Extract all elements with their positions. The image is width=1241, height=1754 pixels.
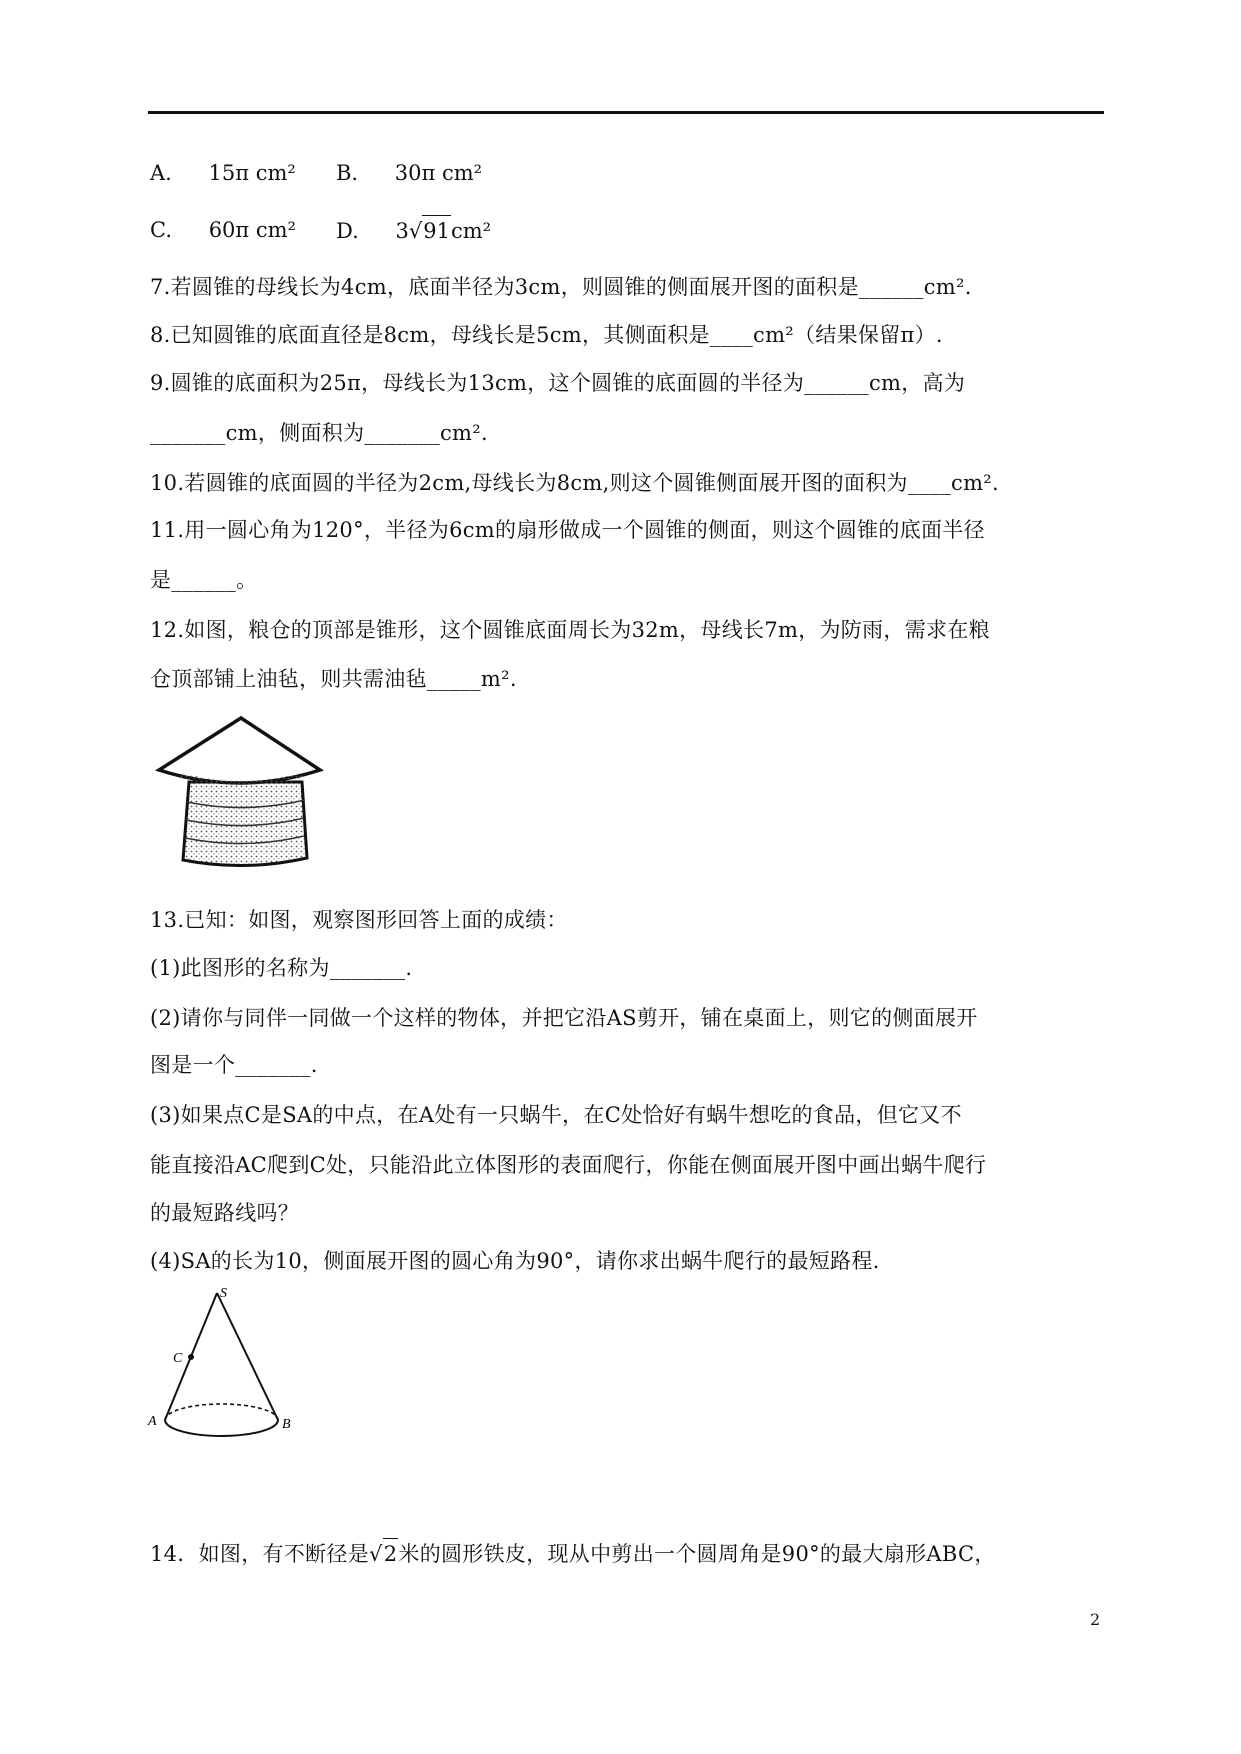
cone-figure — [145, 1285, 305, 1460]
option-a — [150, 158, 296, 188]
q13-line-2: (1)此图形的名称为_______. — [150, 956, 413, 980]
q13-line-6: 能直接沿AC爬到C处，只能沿此立体图形的表面爬行，你能在侧面展开图中画出蜗牛爬行 — [150, 1153, 987, 1177]
option-a-label: A. — [150, 161, 172, 185]
q12-line-1: 12.如图，粮仓的顶部是锥形，这个圆锥底面周长为32m，母线长7m，为防雨，需求在粮 — [150, 618, 990, 642]
q13-line-7: 的最短路线吗？ — [150, 1201, 300, 1225]
option-a-value: 15π cm² — [208, 161, 296, 185]
option-d-prefix: 3 — [395, 219, 409, 243]
label-b: B — [282, 1417, 291, 1432]
q10-line: 10.若圆锥的底面圆的半径为2cm,母线长为8cm,则这个圆锥侧面展开图的面积为____cm². — [150, 471, 999, 495]
label-c: C — [173, 1351, 183, 1366]
q8-line: 8.已知圆锥的底面直径是8cm，母线长是5cm，其侧面积是____cm²（结果保留π）. — [150, 323, 943, 347]
label-s: S — [220, 1286, 227, 1301]
q12-line-2: 仓顶部铺上油毡，则共需油毡_____m². — [150, 667, 517, 691]
q13-line-5: (3)如果点C是SA的中点，在A处有一只蜗牛，在C处恰好有蜗牛想吃的食品，但它又不 — [150, 1103, 962, 1127]
option-c-label: C. — [150, 218, 172, 242]
option-d — [336, 215, 491, 246]
q14-radicand: 2 — [383, 1538, 399, 1569]
label-a: A — [148, 1414, 157, 1429]
q13-line-8: (4)SA的长为10，侧面展开图的圆心角为90°，请你求出蜗牛爬行的最短路程. — [150, 1249, 880, 1273]
q14-line — [150, 1538, 996, 1569]
q13-line-4: 图是一个_______. — [150, 1053, 318, 1077]
q14-sqrt: √2 — [369, 1538, 398, 1569]
sqrt-symbol: √91 — [409, 215, 451, 246]
option-c — [150, 215, 296, 245]
q14-before: 14．如图，有不断径是 — [150, 1542, 370, 1566]
q14-after: 米的圆形铁皮，现从中剪出一个圆周角是90°的最大扇形ABC， — [398, 1542, 996, 1566]
header-rule — [148, 111, 1104, 114]
option-d-unit: cm² — [450, 219, 492, 243]
option-b-value: 30π cm² — [394, 161, 483, 185]
granary-figure — [155, 710, 330, 880]
option-b — [336, 158, 482, 188]
option-d-label: D. — [336, 219, 359, 243]
q9-line-1: 9.圆锥的底面积为25π，母线长为13cm，这个圆锥的底面圆的半径为______cm，高为 — [150, 371, 966, 395]
option-b-label: B. — [336, 161, 359, 185]
page-number: 2 — [1090, 1610, 1101, 1629]
q11-line-1: 11.用一圆心角为120°，半径为6cm的扇形做成一个圆锥的侧面，则这个圆锥的底面半径 — [150, 518, 985, 542]
option-d-radicand: 91 — [422, 215, 451, 246]
q13-line-1: 13.已知：如图，观察图形回答上面的成绩： — [150, 908, 568, 932]
option-c-value: 60π cm² — [208, 218, 296, 242]
q7-line: 7.若圆锥的母线长为4cm，底面半径为3cm，则圆锥的侧面展开图的面积是______cm². — [150, 275, 972, 299]
q11-line-2: 是______。 — [150, 568, 258, 592]
q9-line-2: _______cm，侧面积为_______cm². — [150, 421, 488, 445]
q13-line-3: (2)请你与同伴一同做一个这样的物体，并把它沿AS剪开，铺在桌面上，则它的侧面展开 — [150, 1006, 978, 1030]
